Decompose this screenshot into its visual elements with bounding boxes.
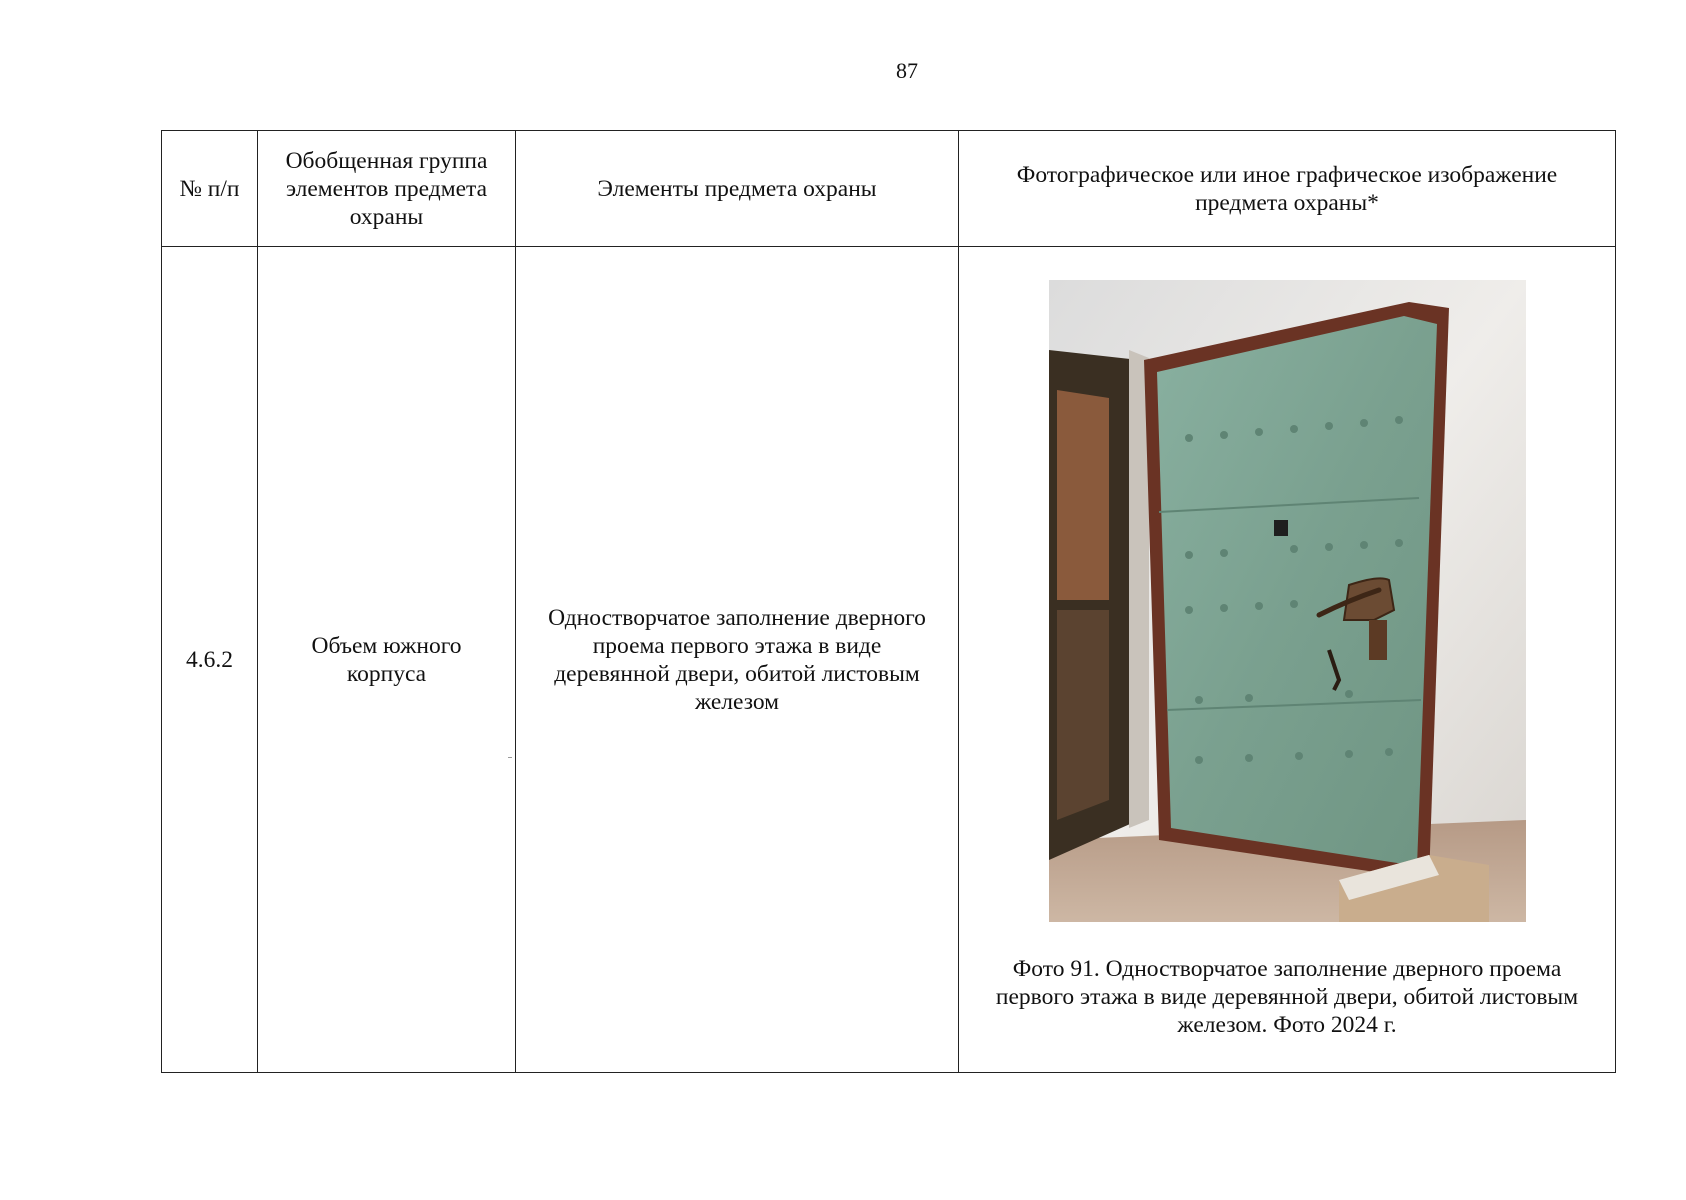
table-row <box>162 247 1616 1073</box>
scan-mark <box>508 757 512 758</box>
row-number: 4.6.2 <box>162 247 258 1073</box>
door-slot <box>1274 520 1288 536</box>
header-group: Обобщенная группа элементов предмета охраны <box>258 131 516 247</box>
row-group <box>258 247 516 1073</box>
table-header <box>162 131 1616 247</box>
header-number: № п/п <box>162 131 258 247</box>
header-elements: Элементы предмета охраны <box>516 131 959 247</box>
door-photo <box>1049 280 1526 922</box>
header-row <box>162 131 1616 247</box>
door-leaf <box>1157 316 1437 866</box>
padlock <box>1369 620 1387 660</box>
page-number: 87 <box>896 58 918 83</box>
inner-wall-shadow <box>1057 610 1109 820</box>
header-photo: Фотографическое или иное графическое изображение предмета охраны* <box>959 131 1616 247</box>
row-element <box>516 247 959 1073</box>
row-photo-cell <box>959 247 1616 1073</box>
heritage-elements-table <box>161 130 1616 1073</box>
row-group-text: Объем южного корпуса <box>311 632 462 687</box>
row-element-text: Одностворчатое заполнение дверного проема первого этажа в виде деревянной двери, обитой листовым железом <box>548 604 926 715</box>
table-body <box>162 247 1616 1073</box>
inner-door-panel <box>1057 390 1109 600</box>
photo-caption: Фото 91. Одностворчатое заполнение дверного проема первого этажа в виде деревянной двери, обитой листовым железом. Фото 2024 г. <box>995 956 1579 1038</box>
